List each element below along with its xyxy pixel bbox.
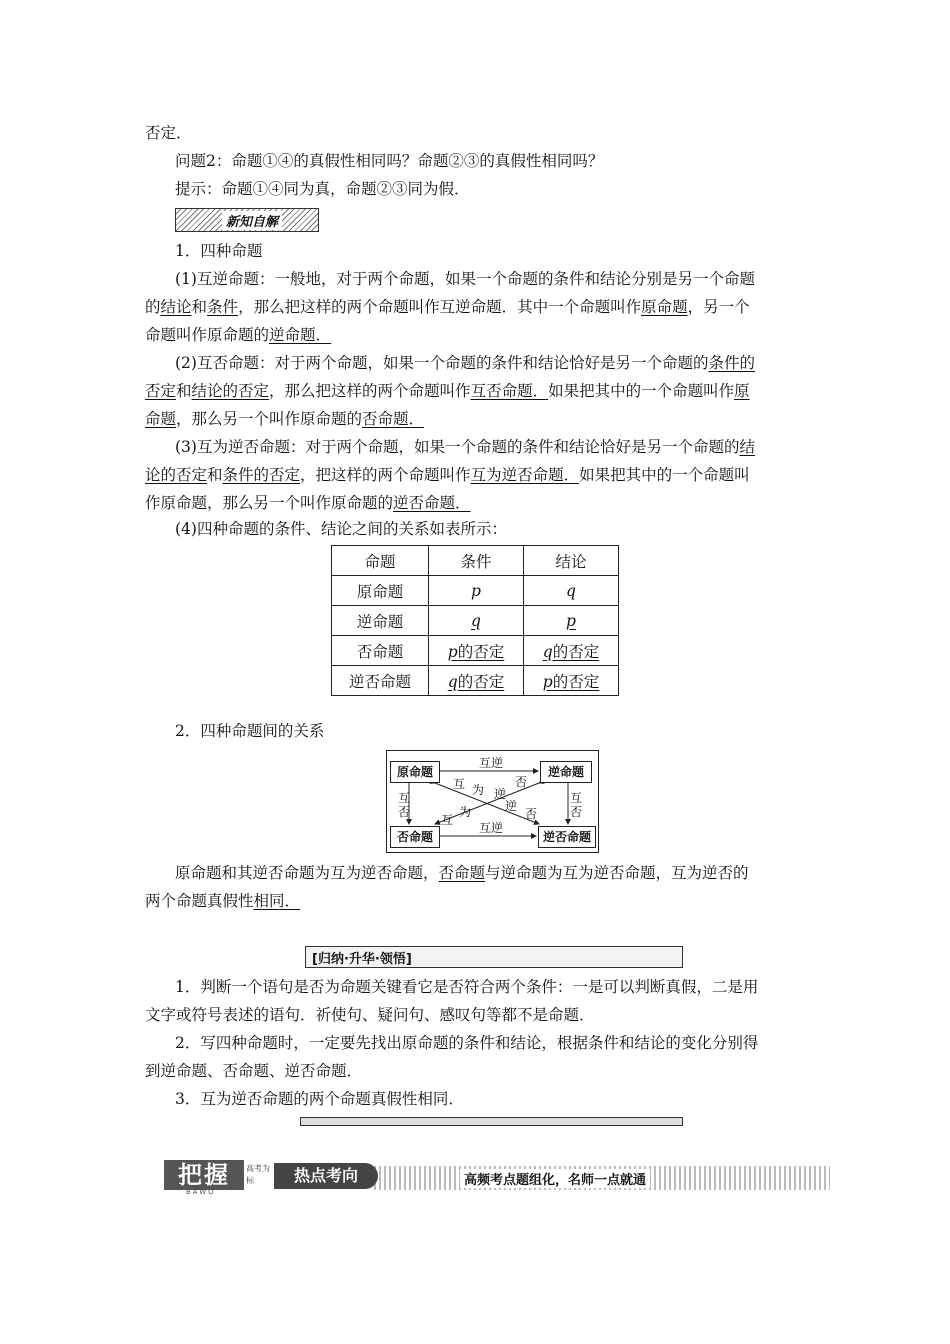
p3-line-b: 论的否定和条件的否定，把这样的两个命题叫作互为逆否命题．如果把其中的一个命题叫 (145, 466, 750, 484)
p4-line: (4)四种命题的条件、结论之间的关系如表所示： (175, 520, 507, 538)
banner-small-text: 高考为标 (246, 1164, 270, 1185)
summary-title: [归纳·升华·领悟] (312, 952, 412, 967)
table-row (332, 606, 619, 636)
table-cell: 否命题 (332, 636, 429, 666)
table-header: 结论 (524, 546, 619, 576)
table-cell: 逆命题 (332, 606, 429, 636)
table-cell: q (524, 576, 619, 606)
p1-line-c: 命题叫作原命题的逆命题． (145, 326, 332, 344)
bottom-edge-label: 互逆 (479, 821, 504, 835)
table-header: 条件 (429, 546, 524, 576)
banner-pinyin: BAWO (186, 1188, 216, 1196)
summary-header-bar (305, 946, 683, 968)
section-tag-label: 新知自解 (222, 211, 282, 230)
table-row (332, 636, 619, 666)
table-header: 命题 (332, 546, 429, 576)
intro-line-1: 否定． (145, 124, 192, 142)
table-row (332, 576, 619, 606)
p3-line-c: 作原命题，那么另一个叫作原命题的逆否命题． (145, 494, 471, 512)
s2-title: 2．四种命题间的关系 (175, 722, 325, 740)
banner-big-text: 把握 (164, 1160, 244, 1190)
cross-label-7: 逆 (505, 799, 518, 813)
hint: 提示：命题①④同为真，命题②③同为假． (175, 180, 470, 198)
banner-slogan: 高频考点题组化，名师一点就通 (460, 1169, 650, 1188)
left-edge-label: 互否 (398, 791, 411, 819)
right-edge-label: 互否 (570, 791, 583, 819)
cross-label-2: 为 (472, 783, 485, 797)
s1-title: 1．四种命题 (175, 242, 263, 260)
table-cell: p的否定 (429, 636, 524, 666)
original-proposition-box: 原命题 (390, 761, 440, 783)
table-cell: q (429, 606, 524, 636)
summary-item-1a: 1．判断一个语句是否为命题关键看它是否符合两个条件：一是可以判断真假，二是用 (175, 978, 759, 996)
table-header-row (332, 546, 619, 576)
table-cell: q的否定 (429, 666, 524, 696)
contrapositive-box: 逆否命题 (538, 826, 596, 848)
table-row (332, 666, 619, 696)
summary-item-3: 3．互为逆否命题的两个命题真假性相同． (175, 1090, 464, 1108)
table-cell: 逆否命题 (332, 666, 429, 696)
cross-label-3: 逆 (494, 787, 507, 801)
p2-line-a: (2)互否命题：对于两个命题，如果一个命题的条件和结论恰好是另一个命题的条件的 (175, 354, 755, 372)
four-propositions-diagram (386, 750, 599, 853)
cross-label-5: 为 (459, 805, 472, 819)
p2-line-b: 否定和结论的否定，那么把这样的两个命题叫作互否命题．如果把其中的一个命题叫作原 (145, 382, 750, 400)
summary-item-2a: 2．写四种命题时，一定要先找出原命题的条件和结论，根据条件和结论的变化分别得 (175, 1034, 759, 1052)
p1-line-b: 的结论和条件，那么把这样的两个命题叫作互逆命题．其中一个命题叫作原命题，另一个 (145, 298, 750, 316)
cross-label-1: 互 (453, 777, 466, 791)
section-banner (164, 1160, 830, 1196)
cross-label-6: 互 (441, 813, 454, 827)
question-2: 问题2：命题①④的真假性相同吗？命题②③的真假性相同吗？ (175, 152, 604, 170)
conclusion-line-b: 两个命题真假性相同． (145, 892, 301, 910)
summary-bottom-rule (300, 1117, 683, 1126)
p1-line-a: (1)互逆命题：一般地，对于两个命题，如果一个命题的条件和结论分别是另一个命题 (175, 270, 755, 288)
p3-line-a: (3)互为逆否命题：对于两个命题，如果一个命题的条件和结论恰好是另一个命题的结 (175, 438, 755, 456)
cross-label-8: 否 (525, 807, 538, 821)
table-cell: 原命题 (332, 576, 429, 606)
inverse-proposition-box: 否命题 (390, 826, 440, 848)
converse-proposition-box: 逆命题 (540, 761, 592, 783)
table-cell: q的否定 (524, 636, 619, 666)
top-edge-label: 互逆 (479, 756, 504, 770)
summary-item-1b: 文字或符号表述的语句．祈使句、疑问句、感叹句等都不是命题． (145, 1006, 595, 1024)
table-cell: p (524, 606, 619, 636)
conclusion-line-a: 原命题和其逆否命题为互为逆否命题，否命题与逆命题为互为逆否命题，互为逆否的 (175, 864, 749, 882)
relation-table (331, 545, 619, 696)
summary-item-2b: 到逆命题、否命题、逆否命题． (145, 1062, 363, 1080)
cross-label-4: 否 (515, 775, 528, 789)
section-tag-new-knowledge (175, 208, 319, 232)
table-cell: p (429, 576, 524, 606)
table-cell: p的否定 (524, 666, 619, 696)
p2-line-c: 命题，那么另一个叫作原命题的否命题． (145, 410, 425, 428)
banner-section-name: 热点考向 (274, 1163, 378, 1189)
